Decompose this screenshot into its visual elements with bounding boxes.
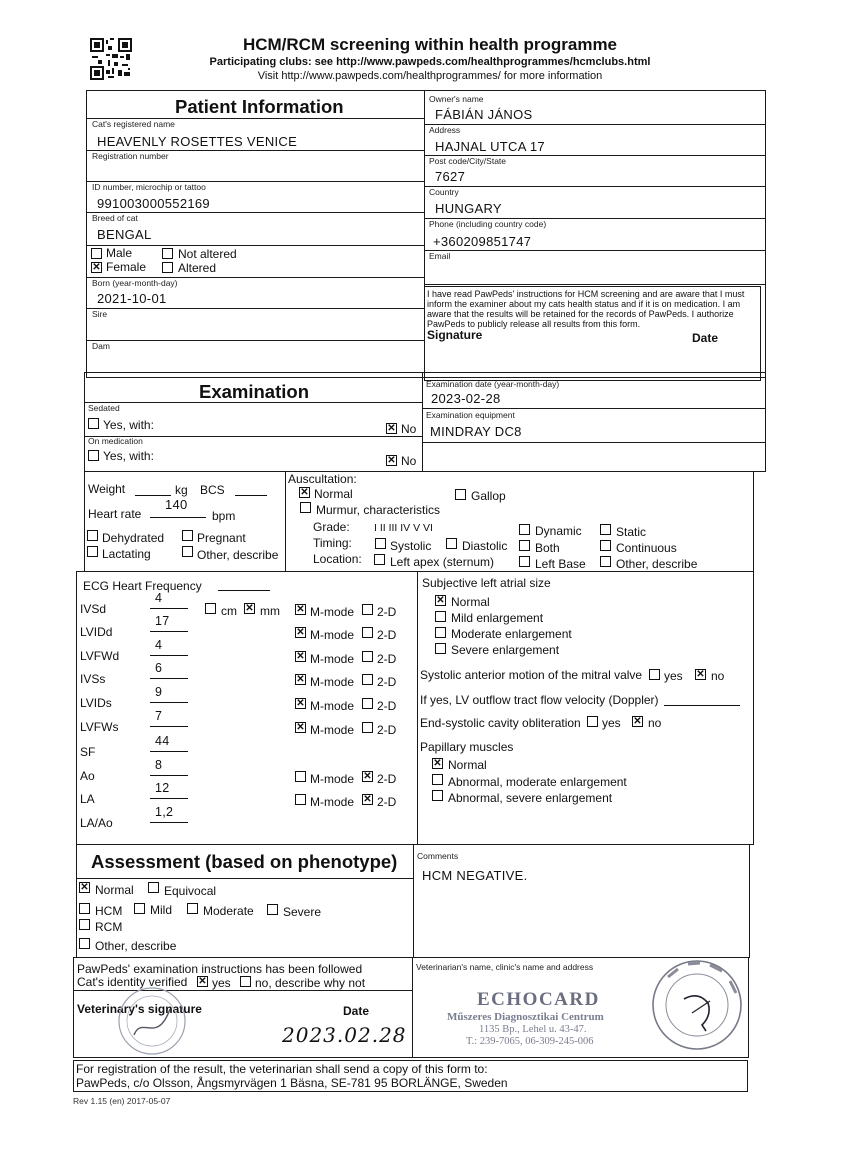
- clinic-stamp-line3: T.: 239-7065, 06-309-245-006: [466, 1036, 594, 1047]
- echo-underline: [150, 798, 188, 799]
- sedated-yes-label: Yes, with:: [103, 418, 154, 432]
- consent-line-1: I have read PawPeds' instructions for HCM screening and are aware that I must: [427, 289, 745, 299]
- esco-label: End-systolic cavity obliteration: [420, 716, 581, 730]
- visit-line: Visit http://www.pawpeds.com/healthprogrammes/ for more information: [257, 70, 603, 82]
- mmode-checkbox[interactable]: ✕: [296, 674, 305, 685]
- address-label: Address: [429, 125, 461, 135]
- breed-label: Breed of cat: [92, 213, 138, 223]
- id-field[interactable]: 991003000552169: [97, 196, 210, 211]
- echo-value-lvfws[interactable]: 7: [155, 709, 163, 723]
- echo-underline: [150, 751, 188, 752]
- exam-date-field[interactable]: 2023-02-28: [431, 391, 501, 406]
- pregnant-label: Pregnant: [197, 531, 246, 545]
- twod-checkbox[interactable]: [362, 651, 373, 662]
- dehydrated-label: Dehydrated: [102, 531, 165, 545]
- other-location-checkbox[interactable]: [600, 556, 611, 567]
- sam-no-label: no: [711, 669, 725, 683]
- mmode-label: M-mode: [310, 795, 355, 809]
- mmode-checkbox[interactable]: [295, 794, 306, 805]
- systolic-label: Systolic: [390, 539, 432, 553]
- lvot-label: If yes, LV outflow tract flow velocity (Doppler): [420, 693, 659, 707]
- consent-line-2: inform the examiner about my cats health status and if it is on medication. I am: [427, 299, 741, 309]
- papillary-label: Papillary muscles: [420, 740, 514, 754]
- pap-normal-label: Normal: [448, 758, 487, 772]
- bcs-label: BCS: [200, 483, 225, 497]
- breed-field[interactable]: BENGAL: [97, 227, 152, 242]
- mmode-label: M-mode: [310, 699, 355, 713]
- sam-no-checkbox[interactable]: ✕: [696, 669, 705, 680]
- form-title: HCM/RCM screening within health programme: [242, 35, 618, 54]
- instructions-followed: PawPeds' examination instructions has been followed: [77, 962, 363, 976]
- echo-value-ao[interactable]: 8: [155, 758, 163, 772]
- comments-field[interactable]: HCM NEGATIVE.: [422, 868, 528, 883]
- echo-underline: [150, 775, 188, 776]
- sire-label: Sire: [92, 309, 108, 319]
- dynamic-checkbox[interactable]: [519, 524, 530, 535]
- vet-date-label: Date: [343, 1004, 370, 1018]
- severe-label: Severe: [283, 905, 322, 919]
- not-altered-label: Not altered: [178, 247, 237, 261]
- identity-label: Cat's identity verified: [77, 975, 188, 989]
- continuous-label: Continuous: [616, 541, 677, 555]
- gallop-checkbox[interactable]: [455, 489, 466, 500]
- footer-line-2: PawPeds, c/o Olsson, Ångsmyrvägen 1 Bäsna, SE-781 95 BORLÄNGE, Sweden: [76, 1076, 508, 1090]
- mmode-checkbox[interactable]: [295, 771, 306, 782]
- round-stamp-left: [112, 985, 192, 1057]
- echo-label-ao: Ao: [80, 769, 95, 783]
- echo-underline: [150, 631, 188, 632]
- echo-label-la: LA: [80, 792, 95, 806]
- twod-checkbox[interactable]: [362, 722, 373, 733]
- post-field[interactable]: 7627: [435, 169, 466, 184]
- assess-other-checkbox[interactable]: [79, 938, 90, 949]
- auscultation-normal-label: Normal: [314, 487, 353, 501]
- echo-value-sf[interactable]: 44: [155, 734, 170, 748]
- systolic-checkbox[interactable]: [375, 538, 386, 549]
- other-describe-label: Other, describe: [197, 548, 279, 562]
- twod-label: 2-D: [377, 675, 397, 689]
- mild-label: Mild: [150, 903, 173, 917]
- moderate-checkbox[interactable]: [187, 903, 198, 914]
- round-stamp-right: [648, 955, 746, 1055]
- esco-yes-label: yes: [602, 716, 621, 730]
- assess-normal-label: Normal: [95, 883, 134, 897]
- sedated-label: Sedated: [88, 403, 120, 413]
- mm-checkbox[interactable]: ✕: [245, 603, 254, 614]
- left-apex-checkbox[interactable]: [374, 554, 385, 565]
- twod-label: 2-D: [377, 772, 397, 786]
- medication-yes-checkbox[interactable]: [88, 450, 99, 461]
- pap-severe-label: Abnormal, severe enlargement: [448, 791, 613, 805]
- heart-rate-label: Heart rate: [88, 507, 142, 521]
- footer-line-1: For registration of the result, the veterinarian shall send a copy of this form to:: [76, 1062, 488, 1076]
- clinic-stamp-name: ECHOCARD: [477, 989, 600, 1010]
- severe-checkbox[interactable]: [267, 904, 278, 915]
- cm-label: cm: [221, 604, 237, 618]
- male-label: Male: [106, 246, 133, 260]
- examination-frame: [84, 372, 766, 472]
- subjective-title: Subjective left atrial size: [422, 576, 551, 590]
- identity-yes-checkbox[interactable]: ✕: [198, 976, 207, 987]
- not-altered-checkbox[interactable]: [162, 248, 173, 259]
- identity-no-checkbox[interactable]: [240, 976, 251, 987]
- la-moderate-checkbox[interactable]: [435, 627, 446, 638]
- patient-heading: Patient Information: [175, 96, 344, 117]
- grade-label: Grade:: [313, 520, 350, 534]
- consent-line-4: PawPeds to publicly release all results from this form.: [427, 319, 641, 329]
- both-checkbox[interactable]: [519, 540, 530, 551]
- static-checkbox[interactable]: [600, 524, 611, 535]
- medication-no-label: No: [401, 454, 417, 468]
- hcm-checkbox[interactable]: [79, 903, 90, 914]
- cat-name-field[interactable]: HEAVENLY ROSETTES VENICE: [97, 134, 298, 149]
- rcm-checkbox[interactable]: [79, 919, 90, 930]
- twod-checkbox[interactable]: ✕: [363, 794, 372, 805]
- equipment-field[interactable]: MINDRAY DC8: [430, 424, 522, 439]
- echo-frame: [76, 571, 754, 845]
- comments-label: Comments: [417, 851, 459, 861]
- mmode-checkbox[interactable]: ✕: [296, 698, 305, 709]
- echo-underline: [150, 822, 188, 823]
- assess-other-label: Other, describe: [95, 939, 177, 953]
- mmode-label: M-mode: [310, 723, 355, 737]
- murmur-label: Murmur, characteristics: [316, 503, 441, 517]
- handwritten-date: 2023.02.28: [282, 1023, 407, 1047]
- esco-yes-checkbox[interactable]: [587, 716, 598, 727]
- equivocal-label: Equivocal: [164, 884, 217, 898]
- echo-underline: [150, 678, 188, 679]
- moderate-label: Moderate: [203, 904, 254, 918]
- sedated-no-checkbox[interactable]: ✕: [387, 423, 396, 434]
- bpm-label: bpm: [212, 509, 236, 523]
- echo-label-lvfwd: LVFWd: [80, 649, 120, 663]
- echo-underline: [150, 726, 188, 727]
- echo-label-ivss: IVSs: [80, 672, 106, 686]
- echo-value-la[interactable]: 12: [155, 781, 170, 795]
- identity-no-label: no, describe why not: [255, 976, 366, 990]
- clinic-stamp-line1: Műszeres Diagnosztikai Centrum: [447, 1011, 604, 1023]
- mmode-checkbox[interactable]: ✕: [296, 627, 305, 638]
- echo-value-lvidd[interactable]: 17: [155, 614, 170, 628]
- left-apex-label: Left apex (sternum): [390, 555, 495, 569]
- hcm-label: HCM: [95, 904, 123, 918]
- female-label: Female: [106, 260, 147, 274]
- id-label: ID number, microchip or tattoo: [92, 182, 206, 192]
- diastolic-checkbox[interactable]: [446, 538, 457, 549]
- la-normal-checkbox[interactable]: ✕: [436, 595, 445, 606]
- echo-underline: [150, 702, 188, 703]
- kg-label: kg: [175, 483, 188, 497]
- sedated-no-label: No: [401, 422, 417, 436]
- rcm-label: RCM: [95, 920, 123, 934]
- other-location-label: Other, describe: [616, 557, 698, 571]
- gallop-label: Gallop: [471, 489, 506, 503]
- assessment-heading: Assessment (based on phenotype): [91, 851, 398, 872]
- echo-label-lvids: LVIDs: [80, 696, 112, 710]
- both-label: Both: [535, 541, 560, 555]
- identity-yes-label: yes: [212, 976, 231, 990]
- phone-field[interactable]: +360209851747: [433, 234, 532, 249]
- la-mild-checkbox[interactable]: [435, 611, 446, 622]
- mild-checkbox[interactable]: [134, 903, 145, 914]
- echo-label-la-ao: LA/Ao: [80, 816, 113, 830]
- dynamic-label: Dynamic: [535, 524, 582, 538]
- twod-label: 2-D: [377, 723, 397, 737]
- pregnant-checkbox[interactable]: [182, 530, 193, 541]
- echo-label-ivsd: IVSd: [80, 602, 107, 616]
- twod-label: 2-D: [377, 699, 397, 713]
- echo-value-lvids[interactable]: 9: [155, 685, 163, 699]
- la-normal-label: Normal: [451, 595, 490, 609]
- address-field[interactable]: HAJNAL UTCA 17: [435, 139, 545, 154]
- born-label: Born (year-month-day): [92, 278, 178, 288]
- ecg-label: ECG Heart Frequency: [83, 579, 202, 593]
- auscultation-label: Auscultation:: [288, 472, 357, 486]
- echo-value-ivsd[interactable]: 4: [155, 591, 163, 605]
- la-moderate-label: Moderate enlargement: [451, 627, 572, 641]
- post-label: Post code/City/State: [429, 156, 507, 166]
- altered-label: Altered: [178, 261, 217, 275]
- diastolic-label: Diastolic: [462, 539, 508, 553]
- mmode-checkbox[interactable]: ✕: [296, 604, 305, 615]
- clinic-stamp-line2: 1135 Bp., Lehel u. 43-47.: [479, 1024, 587, 1035]
- la-severe-label: Severe enlargement: [451, 643, 560, 657]
- cm-checkbox[interactable]: [205, 603, 216, 614]
- altered-checkbox[interactable]: [162, 262, 173, 273]
- medication-no-checkbox[interactable]: ✕: [387, 455, 396, 466]
- mmode-label: M-mode: [310, 652, 355, 666]
- twod-checkbox[interactable]: [362, 627, 373, 638]
- left-base-label: Left Base: [535, 557, 586, 571]
- static-label: Static: [616, 525, 647, 539]
- assess-normal-checkbox[interactable]: ✕: [80, 882, 89, 893]
- country-label: Country: [429, 187, 459, 197]
- sam-yes-checkbox[interactable]: [649, 669, 660, 680]
- twod-label: 2-D: [377, 652, 397, 666]
- lactating-label: Lactating: [102, 547, 151, 561]
- esco-no-checkbox[interactable]: ✕: [633, 716, 642, 727]
- mmode-label: M-mode: [310, 772, 355, 786]
- consent-line-3: aware that the results will be retained for the records of PawPeds. I authorize: [427, 309, 734, 319]
- dehydrated-checkbox[interactable]: [87, 530, 98, 541]
- medication-yes-label: Yes, with:: [103, 449, 154, 463]
- dam-label: Dam: [92, 341, 110, 351]
- twod-checkbox[interactable]: [362, 604, 373, 615]
- clubs-line: Participating clubs: see http://www.pawpeds.com/healthprogrammes/hcmclubs.html: [209, 56, 651, 68]
- continuous-checkbox[interactable]: [600, 540, 611, 551]
- echo-value-lvfwd[interactable]: 4: [155, 638, 163, 652]
- examination-heading: Examination: [199, 381, 309, 402]
- pap-severe-checkbox[interactable]: [432, 790, 443, 801]
- mmode-checkbox[interactable]: ✕: [296, 722, 305, 733]
- clinic-label: Veterinarian's name, clinic's name and address: [416, 962, 594, 972]
- grade-scale: I II III IV V VI: [374, 522, 433, 534]
- other-describe-checkbox[interactable]: [182, 546, 193, 557]
- pap-normal-checkbox[interactable]: ✕: [433, 758, 442, 769]
- equipment-label: Examination equipment: [426, 410, 515, 420]
- mmode-label: M-mode: [310, 628, 355, 642]
- owner-signature-label: Signature: [427, 328, 483, 342]
- equivocal-checkbox[interactable]: [148, 882, 159, 893]
- country-field[interactable]: HUNGARY: [435, 201, 502, 216]
- cat-name-label: Cat's registered name: [92, 119, 175, 129]
- mmode-label: M-mode: [310, 675, 355, 689]
- sedated-yes-checkbox[interactable]: [88, 418, 99, 429]
- born-field[interactable]: 2021-10-01: [97, 291, 167, 306]
- echo-value-ivss[interactable]: 6: [155, 661, 163, 675]
- heart-rate-value[interactable]: 140: [165, 497, 188, 512]
- weight-label: Weight: [88, 482, 126, 496]
- echo-underline: [150, 608, 188, 609]
- female-checkbox[interactable]: ✕: [92, 262, 101, 273]
- vet-signature-label: Veterinary's signature: [77, 1002, 202, 1016]
- twod-label: 2-D: [377, 628, 397, 642]
- location-label: Location:: [313, 552, 362, 566]
- owner-name-field[interactable]: FÁBIÁN JÁNOS: [435, 107, 533, 122]
- mm-label: mm: [260, 604, 280, 618]
- pap-moderate-label: Abnormal, moderate enlargement: [448, 775, 627, 789]
- la-severe-checkbox[interactable]: [435, 643, 446, 654]
- mmode-checkbox[interactable]: ✕: [296, 651, 305, 662]
- timing-label: Timing:: [313, 536, 352, 550]
- pap-moderate-checkbox[interactable]: [432, 774, 443, 785]
- exam-date-label: Examination date (year-month-day): [426, 379, 560, 389]
- echo-label-sf: SF: [80, 745, 96, 759]
- echo-underline: [150, 655, 188, 656]
- auscultation-normal-checkbox[interactable]: ✕: [300, 487, 309, 498]
- reg-label: Registration number: [92, 151, 169, 161]
- owner-name-label: Owner's name: [429, 94, 484, 104]
- echo-label-lvfws: LVFWs: [80, 720, 119, 734]
- esco-no-label: no: [648, 716, 662, 730]
- phone-label: Phone (including country code): [429, 219, 547, 229]
- twod-label: 2-D: [377, 605, 397, 619]
- owner-date-label: Date: [692, 331, 719, 345]
- medication-label: On medication: [88, 436, 143, 446]
- la-mild-label: Mild enlargement: [451, 611, 544, 625]
- echo-label-lvidd: LVIDd: [80, 625, 113, 639]
- revision: Rev 1.15 (en) 2017-05-07: [73, 1096, 171, 1106]
- twod-checkbox[interactable]: [362, 698, 373, 709]
- mmode-label: M-mode: [310, 605, 355, 619]
- twod-label: 2-D: [377, 795, 397, 809]
- left-base-checkbox[interactable]: [519, 556, 530, 567]
- lactating-checkbox[interactable]: [87, 546, 98, 557]
- echo-value-la-ao[interactable]: 1,2: [155, 805, 174, 819]
- twod-checkbox[interactable]: ✕: [363, 771, 372, 782]
- twod-checkbox[interactable]: [362, 674, 373, 685]
- male-checkbox[interactable]: [91, 248, 102, 259]
- email-label: Email: [429, 251, 451, 261]
- sam-label: Systolic anterior motion of the mitral valve: [420, 668, 643, 682]
- sam-yes-label: yes: [664, 669, 683, 683]
- murmur-checkbox[interactable]: [300, 502, 311, 513]
